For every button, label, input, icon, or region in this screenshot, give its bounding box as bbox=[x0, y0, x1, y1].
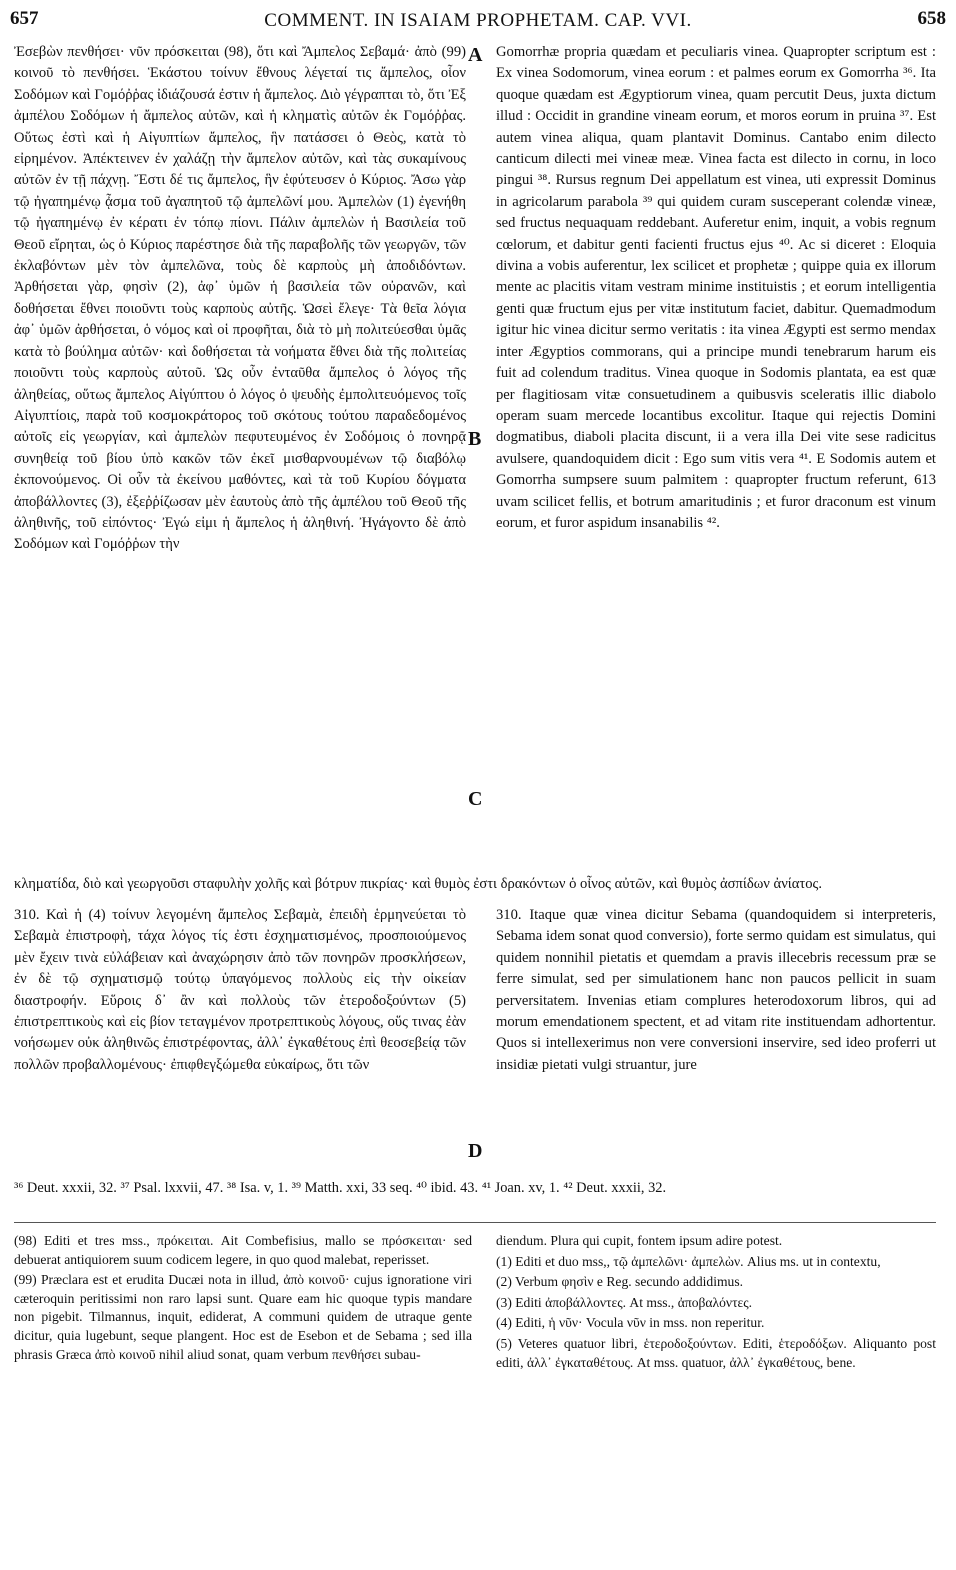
greek-column-main bbox=[14, 42, 466, 556]
footnote: (98) Editi et tres mss., πρόκειται. Ait Combefisius, mallo se πρόσκειται· sed debuerat antiquiorem suum codicem legere, in quo quod malebat, reperisset. bbox=[14, 1233, 472, 1267]
latin-text-main: Gomorrhæ propria quædam et peculiaris vinea. Quapropter scriptum est : Ex vinea Sodomorum, vinea eorum : et palmes eorum ex Gomorrha ³⁶. Ita quoque quædam est Ægyptiorum vinea, quam percutit Deus, juxta dictum illud : Occidit in grandine vineam eorum, et moros eorum in pruina ³⁷. Est autem vinea aliqua, quam plantavit Dominus. Cantabo enim dilecto canticum dilecti mei vineæ meæ. Vinea facta est dilecto in cornu, in loco pingui ³⁸. Rursus regnum Dei appellatum est vinea, uti expressit Dominus in agricolarum parabola ³⁹ qui quidem curam susceperant colendæ vineæ, sed fructus nequaquam reddebant. Auferetur enim, inquit, a vobis regnum cœlorum, et dabitur genti facienti fructus ejus ⁴⁰. Ac si diceret : Eloquia divina a vobis auferentur, lex scilicet et prophetæ ; quippe quia ex illorum mente ac placitis vitam vestram minime instituistis ; et eorum intelligentia genti quæ fructum ejus per vitæ institutum faciet, dabitur. Quemadmodum igitur hic vinea dicitur sermo veritatis : ita vinea Ægypti est sermo mendax inter Ægyptios commorans, qui a principe mundi tenebrarum harum eis fuit ad colendum traditus. Vinea quoque in Sodomis plantata, ea est quæ per flagitiosam vitæ consuetudinem a quibusvis sceleratis illic diabolo operam suam mercede locantibus excolitur. Itaque qui rejectis Domini dogmatibus, diaboli placita discunt, ii a vera illa Dei vite sese radicitus avulsere, quandoquidem dicit : Ego sum vitis vera ⁴¹. E Sodomis autem et Gomorrha sumpsere suum palmitem : quapropter fructum referunt, 613 uvam scilicet fellis, et botrum amaritudinis ; et furor draconum est vinum eorum, et furor aspidum insanabilis ⁴². bbox=[496, 44, 936, 531]
scripture-references: ³⁶ Deut. xxxii, 32. ³⁷ Psal. lxxvii, 47. ³⁸ Isa. v, 1. ³⁹ Matth. xxi, 33 seq. ⁴⁰ ibid. 43. ⁴¹ Joan. xv, 1. ⁴² Deut. xxxii, 32. bbox=[14, 1180, 667, 1196]
page-number-left: 657 bbox=[10, 8, 39, 29]
footnote: (3) Editi ἀποβάλλοντες. At mss., ἀποβαλόντες. bbox=[496, 1294, 753, 1310]
margin-marker-c: C bbox=[468, 788, 483, 810]
footnote: (99) Præclara est et erudita Ducæi nota in illud, ἀπὸ κοινοῦ· cujus ignoratione viri cæteroquin peritissimi non raro lapsi sunt. Quare eam hic quoque typis mandare non pigebit. Tilmannus, inquit, ediderat, A communi quidem de utraque gente dicitur, quia lugebunt, seque plangent. Hoc est de Esebon et de Sebama ; sed illa phrasis Græca ἀπὸ κοινοῦ nihil aliud sonat, quam verbum πενθήσει subau- bbox=[14, 1272, 472, 1362]
greek-text-310: 310. Καὶ ἡ (4) τοίνυν λεγομένη ἄμπελος Σεβαμὰ, ἐπειδὴ ἑρμηνεύεται τὸ Σεβαμὰ ἐπιστροφὴ, τάχα λόγος τίς ἐστι ἐσχηματισμένος, προσποιούμενος μὲν ἔχειν τινὰ εὐλάβειαν καὶ ἀναχώρησιν ἀπὸ τῶν πονηρῶν προσκλήσεων, ἐν δὲ τῷ σχηματισμῷ τούτῳ ὑπαγόμενος πολλοὺς εἰς τὴν οἰκείαν διαστροφήν. Εὕροις δ᾽ ἂν καὶ πολλοὺς τῶν ἑτεροδοξούντων (5) ἐπιστρεπτικοὺς καὶ εἰς βίον τεταγμένον προτρεπτικοὺς λόγους, οὕς τινας ἐὰν νοήσωμεν οὐκ ἀληθινῶς ἐπιστρέφοντας, ἀλλ᾽ ἐγκαθέτους ἐπὶ θεοσεβείᾳ τῶν πολλῶν προβαλλομένους· ἐπιφθεγξώμεθα εὐκαίρως, ὅτι τῶν bbox=[14, 907, 466, 1073]
greek-text-main: Ἐσεβὼν πενθήσει· νῦν πρόσκειται (98), ὅτι καὶ Ἄμπελος Σεβαμά· ἀπὸ (99) κοινοῦ τὸ πενθήσει. Ἑκάστου τοίνυν ἔθνους λέγεταί τις ἄμπελος, οἷον Σοδόμων καὶ Γομόῤῥας ἰδιάζουσά ἐστιν ἡ ἄμπελος. Διὸ γέγραπται τὸ, ὅτι Ἐξ ἀμπέλου Σοδόμων ἡ ἄμπελος αὐτῶν, καὶ ἡ κληματὶς αὐτῶν ἐκ Γομόῤῥας. Οὕτως ἐστὶ καὶ ἡ Αἰγυπτίων ἄμπελος, ἣν πατάσσει ὁ Θεὸς, κατὰ τὸ εἰρημένον. Ἀπέκτεινεν ἐν χαλάζῃ τὴν ἄμπελον αὐτῶν, καὶ τὰς συκαμίνους αὐτῶν ἐν τῇ πάχνῃ. Ἔστι δέ τις ἄμπελος, ἣν ἐφύτευσεν ὁ Κύριος. Ἄσω γὰρ τῷ ἠγαπημένῳ ᾆσμα τοῦ ἀγαπητοῦ τῷ ἀμπελῶνί μου. Ἀμπελὼν (1) ἐγενήθη τῷ ἠγαπημένῳ ἐν κέρατι ἐν τόπῳ πίονι. Πάλιν ἀμπελὼν ἡ Βασιλεία τοῦ Θεοῦ εἴρηται, ὡς ὁ Κύριος παρέστησε διὰ τῆς παραβολῆς τῶν γεωργῶν, τῶν ἐκλαβόντων μὲν τὸν ἀμπελῶνα, τοὺς δὲ καρποὺς μὴ ἀποδιδόντων. Ἀρθήσεται γὰρ, φησὶν (2), ἀφ᾽ ὑμῶν ἡ βασιλεία τῶν οὐρανῶν, καὶ δοθήσεται ἔθνει ποιοῦντι τοὺς καρποὺς αὐτῆς. Ὡσεὶ ἔλεγε· Τὰ θεῖα λόγια ἀφ᾽ ὑμῶν ἀρθήσεται, ὁ νόμος καὶ οἱ προφῆται, διὰ τὸ μὴ πολιτεύεσθαι ὑμᾶς κατὰ τὸ βούλημα αὐτῶν· καὶ δοθήσεται τὰ νοήματα ἔθνει διὰ τῆς πολιτείας ποιοῦντι τοὺς καρποὺς αὐτοῦ. Ὡς οὖν ἐνταῦθα ἄμπελος ὁ λόγος τῆς ἀληθείας, οὕτως ἄμπελος Αἰγύπτου ὁ λόγος ὁ ψευδὴς ἐμπολιτευόμενος τοῖς Αἰγυπτίοις, παρὰ τοῦ κοσμοκράτορος τοῦ σκότους τούτου παραδεδομένος αὐτοῖς εἰς γεωργίαν, καὶ ἀμπελὼν πεφυτευμένος ἐν Σοδόμοις ὁ πονηρᾷ συνηθείᾳ τοῦ βίου ὑπὸ κακῶν τῶν ἐκεῖ μισθαρνουμένων τῷ διαβόλῳ ἐκπονούμενος. Οἱ οὖν τὰ ἐκείνου μαθόντες, καὶ τὰ τοῦ Κυρίου δόγματα ἀποβάλλοντες (3), ἐξεῤῥίζωσαν μὲν ἑαυτοὺς ἀπὸ τῆς ἀμπέλου τοῦ Θεοῦ τῆς ἀληθινῆς, τοῦ εἰπόντος· Ἐγώ εἰμι ἡ ἄμπελος ἡ ἀληθινή. Ἠγάγοντο δὲ ἀπὸ Σοδόμων καὶ Γομόῤῥων τὴν bbox=[14, 44, 466, 553]
running-header bbox=[10, 8, 946, 38]
margin-marker-a: A bbox=[468, 44, 483, 66]
footnote: diendum. Plura qui cupit, fontem ipsum adire potest. bbox=[496, 1233, 783, 1248]
footnote-divider bbox=[14, 1222, 936, 1223]
latin-column-main bbox=[496, 42, 936, 534]
margin-marker-d: D bbox=[468, 1140, 483, 1162]
footnote: (5) Veteres quatuor libri, ἑτεροδοξούντων. Editi, ἑτεροδόξων. Aliquanto post editi, ἀλλ᾽ ἐγκαταθέτους. At mss. quatuor, ἀλλ᾽ ἐγκαθέτους, bene. bbox=[496, 1335, 936, 1370]
greek-spanning-line bbox=[14, 874, 936, 895]
page-number-right: 658 bbox=[917, 8, 946, 29]
latin-text-310: 310. Itaque quæ vinea dicitur Sebama (quandoquidem si interpreteris, Sebama idem sonat quod conversio), forte sermo quidam est simulatus, qui quidem nonnihil pietatis et quemdam a pravis illecebris recessum præ se ferre simulat, sed per simulationem hanc non paucos pellicit in suam perversitatem. Invenias etiam complures heterodoxorum libros, qui ad morum emendationem spectent, et ad vitam rite instituendam adhortentur. Quos si intellexerimus non vere conversioni inservire, sed ideo proferri ut insidiæ pietati vulgi struantur, jure bbox=[496, 907, 936, 1073]
footnotes-left bbox=[14, 1232, 472, 1366]
footnote: (1) Editi et duo mss,, τῷ ἀμπελῶνι· ἀμπελὼν. Alius ms. ut in contextu, bbox=[496, 1253, 881, 1269]
footnote: (4) Editi, ἡ νῦν· Vocula νῦν in mss. non reperitur. bbox=[496, 1315, 765, 1331]
footnotes-right bbox=[496, 1232, 936, 1374]
margin-marker-b: B bbox=[468, 428, 482, 450]
footnote: (2) Verbum φησὶν e Reg. secundo addidimus. bbox=[496, 1274, 744, 1290]
greek-paragraph-310 bbox=[14, 905, 466, 1076]
greek-text-spanning: κληματίδα, διὸ καὶ γεωργοῦσι σταφυλὴν χολῆς καὶ βότρυν πικρίας· καὶ θυμὸς ἐστι δρακόντων ὁ οἶνος αὐτῶν, καὶ θυμὸς ἀσπίδων ἀνίατος. bbox=[14, 876, 822, 892]
latin-paragraph-310 bbox=[496, 905, 936, 1076]
running-title: COMMENT. IN ISAIAM PROPHETAM. CAP. VVI. bbox=[264, 10, 692, 31]
